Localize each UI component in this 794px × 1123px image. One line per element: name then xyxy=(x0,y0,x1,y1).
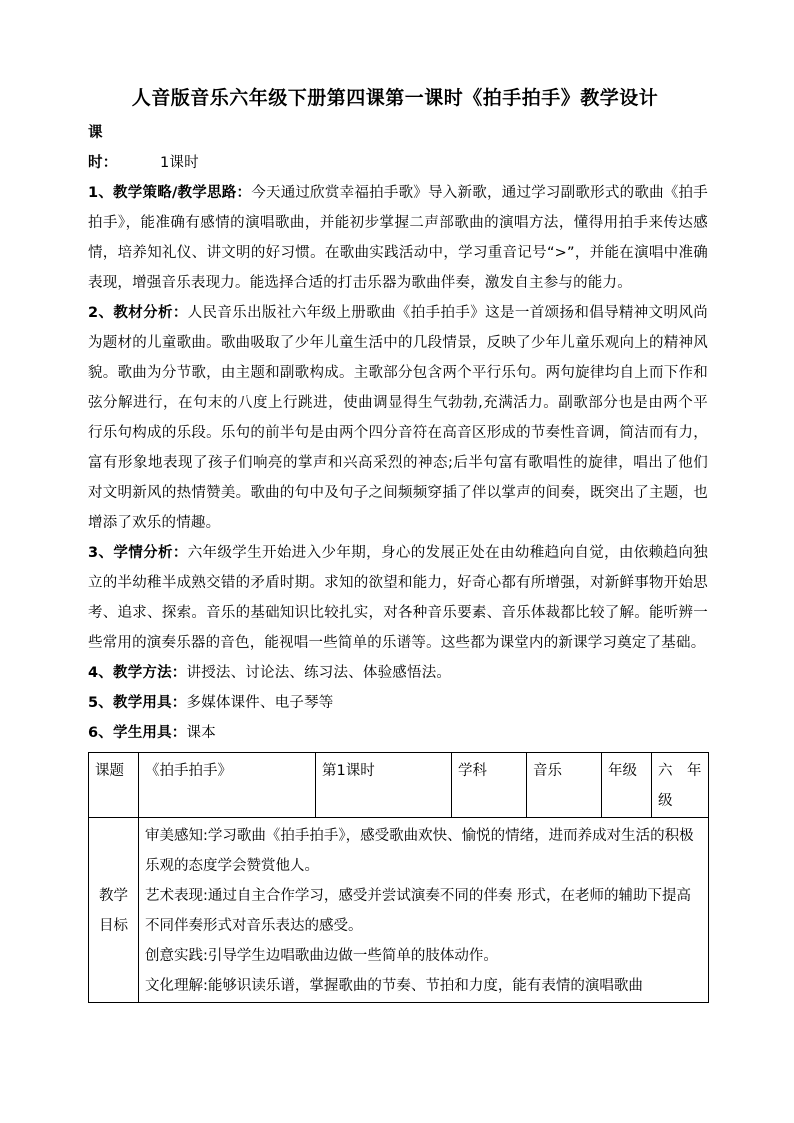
goal-aesthetic: 审美感知:学习歌曲《拍手拍手》，感受歌曲欢快、愉悦的情绪，进而养成对生活的积极乐观的态度学会赞赏他人。 xyxy=(145,828,694,874)
section-text: 课本 xyxy=(186,725,216,741)
lesson-time-label: 课 时： xyxy=(88,125,133,171)
table-row-goals xyxy=(89,818,709,1003)
cell-topic-value: 《拍手拍手》 xyxy=(139,753,316,818)
goal-creative: 创意实践:引导学生边唱歌曲边做一些简单的肢体动作。 xyxy=(145,948,498,964)
lesson-time-line xyxy=(88,118,708,178)
section-student-tools xyxy=(88,718,708,748)
cell-goals-label: 教学目标 xyxy=(89,818,139,1003)
lesson-plan-table xyxy=(88,752,709,1003)
section-label: 5、教学用具： xyxy=(88,695,187,711)
cell-goals-content xyxy=(139,818,709,1003)
cell-grade-label: 年级 xyxy=(602,753,652,818)
section-label: 2、教材分析： xyxy=(88,305,188,321)
table-row-header xyxy=(89,753,709,818)
section-strategy xyxy=(88,178,708,298)
document-page xyxy=(88,84,708,1003)
goal-expression: 艺术表现:通过自主合作学习，感受并尝试演奏不同的伴奏 形式，在老师的辅助下提高不同伴奏形式对音乐表达的感受。 xyxy=(145,888,691,934)
section-text: 人民音乐出版社六年级上册歌曲《拍手拍手》这是一首颂扬和倡导精神文明风尚为题材的儿童歌曲。歌曲吸取了少年儿童生活中的几段情景，反映了少年儿童乐观向上的精神风貌。歌曲为分节歌，由主题和副歌构成。主歌部分包含两个平行乐句。两句旋律均自上而下作和弦分解进行，在句末的八度上行跳进，使曲调显得生气勃勃,充满活力。副歌部分也是由两个平行乐句构成的乐段。乐句的前半句是由两个四分音符在高音区形成的节奏性音调，简洁而有力，富有形象地表现了孩子们响亮的掌声和兴高采烈的神态;后半句富有歌唱性的旋律，唱出了他们对文明新风的热情赞美。歌曲的句中及句子之间频频穿插了伴以掌声的间奏，既突出了主题，也增添了欢乐的情趣。 xyxy=(88,305,708,531)
section-text: 今天通过欣赏幸福拍手歌》导入新歌，通过学习副歌形式的歌曲《拍手拍手》，能准确有感情的演唱歌曲，并能初步掌握二声部歌曲的演唱方法，懂得用拍手来传达感情，培养知礼仪、讲文明的好习惯。在歌曲实践活动中，学习重音记号“>”，并能在演唱中准确表现，增强音乐表现力。能选择合适的打击乐器为歌曲伴奏，激发自主参与的能力。 xyxy=(88,185,708,291)
section-text: 多媒体课件、电子琴等 xyxy=(186,695,334,711)
cell-subject-label: 学科 xyxy=(452,753,527,818)
section-student-analysis xyxy=(88,538,708,658)
section-teaching-method xyxy=(88,658,708,688)
cell-grade-value: 六 年级 xyxy=(652,753,709,818)
section-label: 4、教学方法： xyxy=(88,665,187,681)
section-label: 6、学生用具： xyxy=(88,725,187,741)
goal-culture: 文化理解:能够识读乐谱，掌握歌曲的节奏、节拍和力度，能有表情的演唱歌曲 xyxy=(145,978,643,994)
document-title: 人音版音乐六年级下册第四课第一课时《拍手拍手》教学设计 xyxy=(131,87,659,109)
section-label: 1、教学策略/教学思路： xyxy=(88,185,252,201)
cell-period: 第1课时 xyxy=(316,753,452,818)
section-material-analysis xyxy=(88,298,708,538)
section-teaching-tools xyxy=(88,688,708,718)
section-text: 六年级学生开始进入少年期，身心的发展正处在由幼稚趋向自觉，由依赖趋向独立的半幼稚半成熟交错的矛盾时期。求知的欲望和能力，好奇心都有所增强，对新鲜事物开始思考、追求、探索。音乐的基础知识比较扎实，对各种音乐要素、音乐体裁都比较了解。能听辨一些常用的演奏乐器的音色，能视唱一些简单的乐谱等。这些都为课堂内的新课学习奠定了基础。 xyxy=(88,545,708,651)
section-text: 讲授法、讨论法、练习法、体验感悟法。 xyxy=(186,665,452,681)
section-label: 3、学情分析： xyxy=(88,545,188,561)
lesson-time-value: 1课时 xyxy=(160,155,199,171)
cell-subject-value: 音乐 xyxy=(527,753,602,818)
cell-topic-label: 课题 xyxy=(89,753,139,818)
